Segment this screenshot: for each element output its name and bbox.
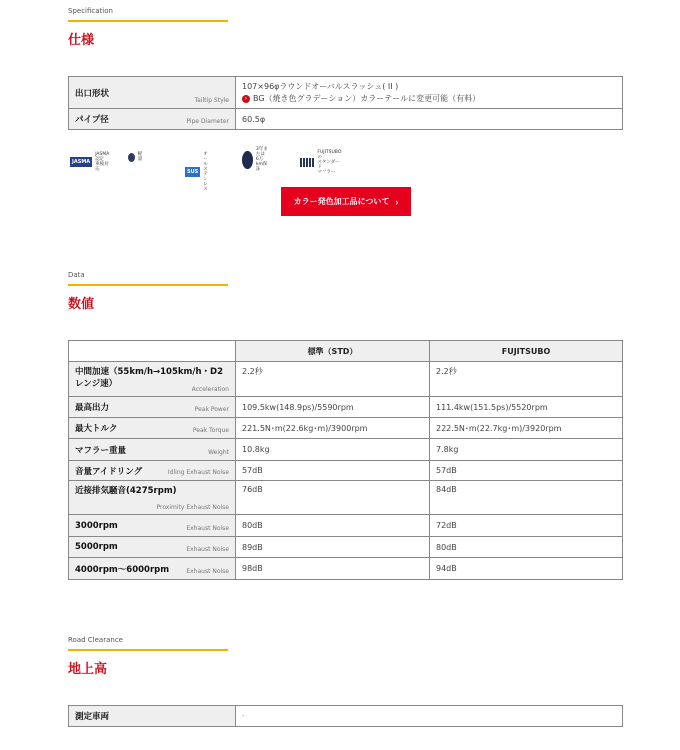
- data-row-5000rpm: 5000rpm Exhaust Noise 89dB 80dB: [69, 537, 623, 558]
- tailtip-style-value: 107×96φラウンドオーバルスラッシュ( II ): [242, 82, 399, 91]
- clearance-title: 地上高: [68, 662, 108, 677]
- data-section-label: Data: [68, 271, 85, 279]
- data-table: [68, 340, 623, 580]
- stainless-icon: SUS オール ステンレス: [187, 152, 208, 192]
- data-row-4000-6000rpm: 4000rpm～6000rpm Exhaust Noise 98dB 94dB: [69, 558, 623, 580]
- data-row-weight: マフラー重量 Weight 10.8kg 7.8kg: [69, 439, 623, 461]
- clearance-row-vehicle: [69, 706, 623, 727]
- lightweight-icon: 軽量: [128, 152, 145, 162]
- data-row-label: 中間加速（55km/h→105km/h・D2レンジ速） Acceleration: [69, 362, 236, 397]
- spec-title: 仕様: [68, 33, 95, 48]
- data-row-label: 4000rpm～6000rpm Exhaust Noise: [69, 558, 236, 580]
- spec-row-label: 出口形状 Tailtip Style: [69, 77, 236, 109]
- data-underline: [68, 284, 228, 286]
- data-row-peak-torque: 最大トルク Peak Torque 221.5N･m(22.6kg･m)/3900rpm 222.5N･m(22.7kg･m)/3920rpm: [69, 418, 623, 439]
- spec-row-value: [236, 77, 623, 109]
- spec-row-label-en: Tailtip Style: [194, 97, 229, 104]
- spec-underline: [68, 20, 228, 22]
- spec-row-label-en: Pipe Diameter: [186, 118, 229, 125]
- data-row-label: 最高出力 Peak Power: [69, 397, 236, 418]
- data-row-label: マフラー重量 Weight: [69, 439, 236, 461]
- clearance-section-label: Road Clearance: [68, 636, 123, 644]
- clearance-row-value: -: [236, 706, 623, 727]
- spec-row-pipe: [69, 109, 623, 130]
- data-row-proximity-noise: 近接排気騒音(4275rpm) Proximity Exhaust Noise 76dB 84dB: [69, 481, 623, 515]
- spec-row-tailtip: [69, 77, 623, 109]
- data-row-label: 5000rpm Exhaust Noise: [69, 537, 236, 558]
- spec-row-label: パイプ径 Pipe Diameter: [69, 109, 236, 130]
- header-fujitsubo: FUJITSUBO: [430, 341, 623, 362]
- data-title: 数値: [68, 297, 95, 312]
- warranty-icon: 3年または 6万km保証: [242, 147, 270, 172]
- data-row-label: 近接排気騒音(4275rpm) Proximity Exhaust Noise: [69, 481, 236, 515]
- header-std: 標準（STD）: [236, 341, 430, 362]
- data-row-acceleration: 中間加速（55km/h→105km/h・D2レンジ速） Acceleration 2.2秒 2.2秒: [69, 362, 623, 397]
- spec-row-value: 60.5φ: [236, 109, 623, 130]
- data-row-label: 最大トルク Peak Torque: [69, 418, 236, 439]
- data-row-idling-noise: 音量アイドリング Idling Exhaust Noise 57dB 57dB: [69, 461, 623, 481]
- clearance-row-label: 測定車両: [69, 706, 236, 727]
- data-row-peak-power: 最高出力 Peak Power 109.5kw(148.9ps)/5590rpm 111.4kw(151.5ps)/5520rpm: [69, 397, 623, 418]
- color-option-note: BG（焼き色グラデーション）カラーテールに変更可能（有料）: [253, 94, 481, 103]
- spec-section-label: Specification: [68, 7, 113, 15]
- color-processing-button[interactable]: カラー発色加工品について ›: [281, 187, 411, 216]
- data-header-row: [69, 341, 623, 362]
- chevron-right-icon: ›: [395, 196, 399, 207]
- clearance-table: [68, 705, 623, 727]
- jasma-certified-icon: JASMA JASMA認定 車検対応: [72, 152, 110, 172]
- data-row-label: 3000rpm Exhaust Noise: [69, 515, 236, 537]
- data-row-3000rpm: 3000rpm Exhaust Noise 80dB 72dB: [69, 515, 623, 537]
- standard-muffler-icon: FUJITSUBOの スタンダード マフラー: [300, 150, 343, 175]
- clearance-underline: [68, 649, 228, 651]
- data-row-label: 音量アイドリング Idling Exhaust Noise: [69, 461, 236, 481]
- spec-table: [68, 76, 623, 130]
- chevron-right-icon: ›: [242, 95, 250, 103]
